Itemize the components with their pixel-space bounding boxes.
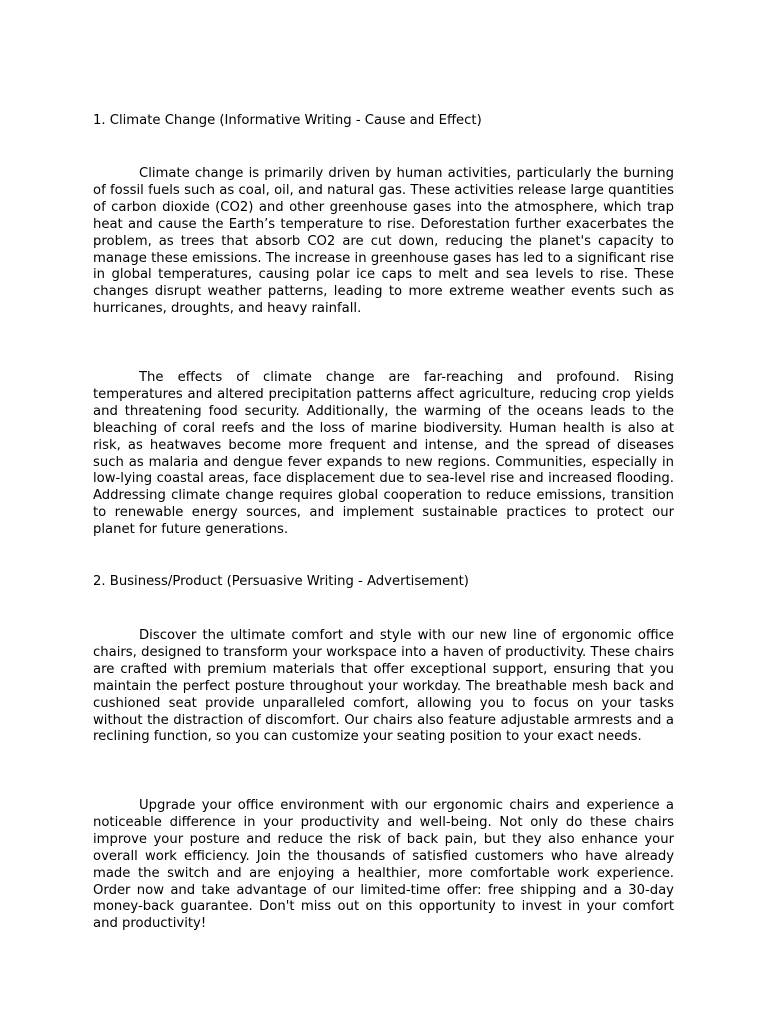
paragraph-chair-call-to-action: Upgrade your office environment with our ergonomic chairs and experience a noticeable difference in your productivity and well-being. Not only do these chairs improve your posture and reduce the risk of back pain, but they also enhance your overall work efficiency. Join the thousands of satisfied customers who have already made the switch and are enjoying a healthier, more comfortable work experience. Order now and take advantage of our limited-time offer: free shipping and a 30-day money-back guarantee. Don't miss out on this opportunity to invest in your comfort and productivity! [93,798,674,932]
paragraph-climate-effects: The effects of climate change are far-reaching and profound. Rising temperatures and altered precipitation patterns affect agriculture, reducing crop yields and threatening food security. Additionally, the warming of the oceans leads to the bleaching of coral reefs and the loss of marine biodiversity. Human health is also at risk, as heatwaves become more frequent and intense, and the spread of diseases such as malaria and dengue fever expands to new regions. Communities, especially in low-lying coastal areas, face displacement due to sea-level rise and increased flooding. Addressing climate change requires global cooperation to reduce emissions, transition to renewable energy sources, and implement sustainable practices to protect our planet for future generations. [93,370,674,538]
paragraph-chair-features: Discover the ultimate comfort and style with our new line of ergonomic office chairs, designed to transform your workspace into a haven of productivity. These chairs are crafted with premium materials that offer exceptional support, ensuring that you maintain the perfect posture throughout your workday. The breathable mesh back and cushioned seat provide unparalleled comfort, allowing you to focus on your tasks without the distraction of discomfort. Our chairs also feature adjustable armrests and a reclining function, so you can customize your seating position to your exact needs. [93,628,674,745]
section-heading-business-product: 2. Business/Product (Persuasive Writing - Advertisement) [93,574,469,589]
section-heading-climate-change: 1. Climate Change (Informative Writing - Cause and Effect) [93,113,482,128]
paragraph-climate-causes: Climate change is primarily driven by human activities, particularly the burning of fossil fuels such as coal, oil, and natural gas. These activities release large quantities of carbon dioxide (CO2) and other greenhouse gases into the atmosphere, which trap heat and cause the Earth’s temperature to rise. Deforestation further exacerbates the problem, as trees that absorb CO2 are cut down, reducing the planet's capacity to manage these emissions. The increase in greenhouse gases has led to a significant rise in global temperatures, causing polar ice caps to melt and sea levels to rise. These changes disrupt weather patterns, leading to more extreme weather events such as hurricanes, droughts, and heavy rainfall. [93,166,674,317]
